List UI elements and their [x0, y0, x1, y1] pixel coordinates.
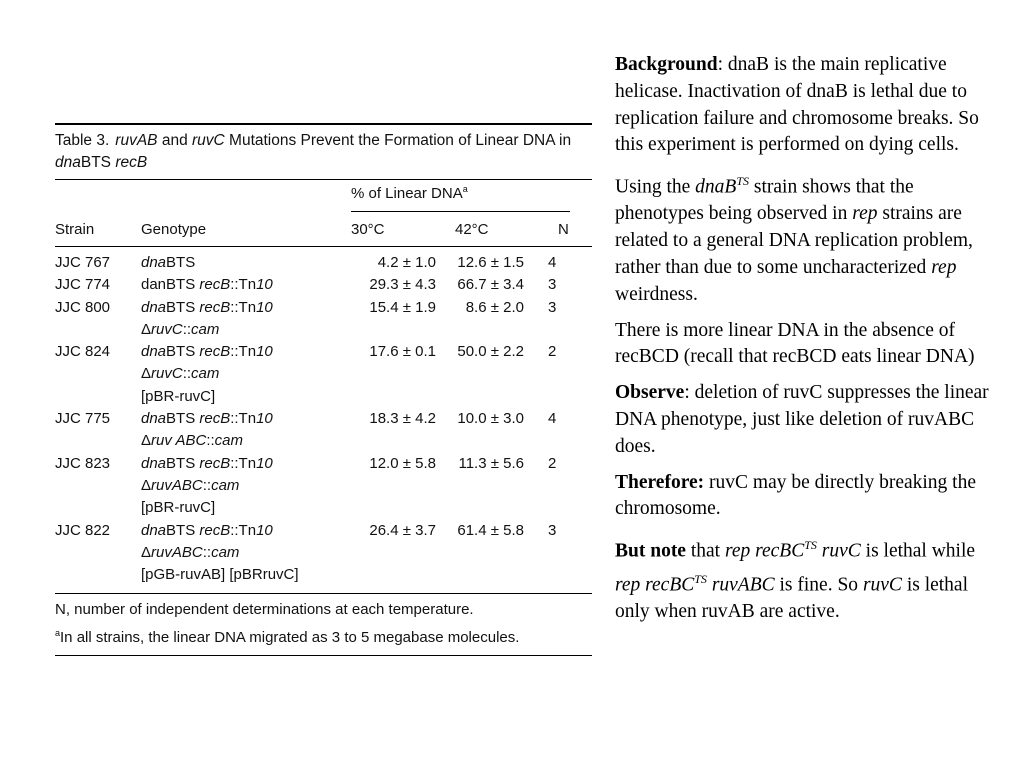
note-segment: rep recBC	[724, 540, 805, 562]
cell-42c	[436, 430, 524, 452]
table-row	[55, 453, 592, 475]
note-segment: is lethal while	[860, 540, 976, 562]
note-segment: strains are related to a general DNA replication problem, rather than due to some uncharacterized	[615, 203, 973, 279]
note-segment: But note	[615, 540, 686, 562]
cell-42c: 61.4 ± 5.8	[457, 521, 524, 539]
cell-n	[524, 363, 586, 385]
cell-30c: 29.3 ± 4.3	[369, 276, 436, 294]
genotype-segment: ::	[182, 365, 192, 383]
genotype-segment: ruvC	[151, 320, 183, 338]
caption-segment: and	[157, 132, 192, 149]
note-segment: TS	[736, 174, 750, 189]
cell-42c: 8.6 ± 2.0	[465, 298, 524, 316]
cell-genotype	[141, 497, 351, 519]
table-row-continuation	[55, 542, 592, 564]
cell-n: 3	[548, 521, 557, 539]
cell-genotype	[141, 386, 351, 408]
genotype-segment: ::	[182, 320, 192, 338]
cell-30c	[351, 497, 436, 519]
genotype-segment: [pBR-ruvC]	[141, 387, 216, 405]
note-segment: is fine. So	[774, 574, 863, 596]
cell-30c: 18.3 ± 4.2	[369, 410, 436, 428]
cell-42c: 11.3 ± 5.6	[458, 454, 524, 472]
table-header	[55, 180, 592, 246]
genotype-segment: dan	[141, 276, 167, 294]
genotype-segment: recB	[199, 410, 231, 428]
col-header-42c: 42°C	[455, 221, 489, 238]
genotype-segment: ::Tn	[230, 521, 257, 539]
cell-30c	[351, 386, 436, 408]
genotype-segment: dna	[141, 410, 167, 428]
genotype-segment: ruv ABC	[151, 432, 207, 450]
cell-n	[524, 542, 586, 564]
genotype-segment: dna	[141, 454, 167, 472]
cell-42c: 66.7 ± 3.4	[457, 276, 524, 294]
footnote-n: N, number of independent determinations at each temperature.	[55, 601, 474, 619]
commentary-notes	[615, 52, 995, 635]
cell-42c	[436, 475, 524, 497]
cell-42c: 50.0 ± 2.2	[457, 343, 524, 361]
genotype-segment: recB	[199, 521, 231, 539]
genotype-segment: ::Tn	[230, 410, 257, 428]
genotype-segment: BTS	[166, 276, 200, 294]
col-header-genotype: Genotype	[141, 221, 207, 238]
table-row	[55, 408, 592, 430]
note-segment: ruvC	[816, 540, 861, 562]
genotype-segment: dna	[141, 521, 167, 539]
genotype-segment: ruvC	[151, 365, 183, 383]
genotype-segment: cam	[191, 320, 220, 338]
genotype-segment: Δ	[141, 320, 152, 338]
cell-genotype	[141, 274, 351, 296]
table-row	[55, 274, 592, 296]
note-segment: : deletion of ruvC suppresses the linear DNA phenotype, just like deletion of ruvABC does.	[615, 382, 989, 457]
table-footnotes	[55, 594, 592, 655]
cell-42c	[436, 542, 524, 564]
genotype-segment: [pGB-ruvAB] [pBRruvC]	[141, 566, 299, 584]
col-header-n: N	[558, 221, 569, 238]
note-segment: rep	[931, 257, 957, 279]
cell-n: 4	[548, 410, 557, 428]
table-row	[55, 520, 592, 542]
note-segment: ruvABC	[706, 574, 775, 596]
cell-n	[524, 430, 586, 452]
cell-n	[524, 319, 586, 341]
genotype-segment: BTS	[166, 521, 200, 539]
cell-30c	[351, 430, 436, 452]
genotype-segment: recB	[199, 343, 231, 361]
table-row-continuation	[55, 497, 592, 519]
genotype-segment: dna	[141, 298, 167, 316]
cell-strain: JJC 774	[55, 276, 111, 294]
note-paragraph	[615, 168, 995, 308]
note-segment: ruvC	[862, 574, 902, 596]
cell-n	[524, 497, 586, 519]
cell-strain	[55, 475, 141, 497]
cell-30c: 4.2 ± 1.0	[377, 254, 436, 271]
cell-42c	[436, 319, 524, 341]
table-row	[55, 297, 592, 319]
cell-genotype	[141, 520, 351, 542]
genotype-segment: cam	[214, 432, 244, 450]
table-caption	[55, 125, 592, 179]
group-header-text: % of Linear DNA	[351, 185, 463, 202]
genotype-segment: ::	[202, 543, 212, 561]
cell-genotype	[141, 363, 351, 385]
genotype-segment: dna	[141, 343, 167, 361]
cell-genotype	[141, 542, 351, 564]
cell-n	[524, 475, 586, 497]
genotype-segment: recB	[199, 298, 231, 316]
note-segment: There is more linear DNA in the absence of recBCD (recall that recBCD eats linear DNA)	[615, 319, 975, 368]
cell-genotype	[141, 475, 351, 497]
note-segment: ruvC may be directly breaking the chromosome.	[615, 471, 977, 520]
cell-genotype	[141, 430, 351, 452]
genotype-segment: Δ	[141, 432, 152, 450]
table-row	[55, 341, 592, 363]
linear-dna-group-header	[351, 184, 468, 202]
cell-strain	[55, 386, 141, 408]
note-paragraph	[615, 52, 995, 159]
genotype-segment: [pBR-ruvC]	[141, 499, 216, 517]
genotype-segment: recB	[199, 454, 231, 472]
cell-n: 4	[548, 254, 557, 271]
cell-42c	[436, 497, 524, 519]
cell-strain: JJC 800	[55, 298, 111, 316]
note-segment: Using the	[615, 176, 696, 198]
cell-strain	[55, 363, 141, 385]
genotype-segment: 10	[256, 298, 273, 316]
cell-n: 3	[548, 298, 557, 316]
cell-n: 3	[548, 276, 557, 294]
genotype-segment: ruvABC	[151, 476, 203, 494]
note-segment: : dnaB is the main replicative helicase. Inactivation of dnaB is lethal due to replication failure and chromosome breaks. So this experiment is performed on dying cells.	[615, 54, 979, 156]
note-paragraph	[615, 318, 995, 372]
table-caption-label: Table 3.	[55, 132, 110, 149]
table-row-continuation	[55, 319, 592, 341]
note-segment: TS	[694, 571, 707, 586]
genotype-segment: 10	[256, 276, 273, 294]
table-body	[55, 247, 592, 593]
note-segment: weirdness.	[615, 283, 698, 305]
note-segment: Background	[615, 54, 718, 75]
cell-strain	[55, 542, 141, 564]
note-segment: Observe	[615, 382, 685, 404]
cell-strain: JJC 767	[55, 254, 111, 271]
cell-n: 2	[548, 454, 557, 472]
cell-strain	[55, 497, 141, 519]
cell-strain: JJC 824	[55, 343, 111, 361]
genotype-segment: ::	[206, 432, 215, 450]
table-caption-text	[55, 132, 571, 171]
note-segment: is lethal only when ruvAB are active.	[615, 574, 969, 622]
group-header-footnote-mark: a	[462, 184, 468, 194]
genotype-segment: ::Tn	[230, 276, 257, 294]
cell-30c	[351, 363, 436, 385]
note-segment: rep recBC	[615, 574, 695, 596]
table-row-continuation	[55, 475, 592, 497]
caption-segment: ruvC	[192, 132, 225, 149]
genotype-segment: BTS	[166, 410, 200, 428]
cell-n: 2	[548, 343, 557, 361]
cell-42c	[436, 564, 524, 586]
note-segment: that	[685, 540, 725, 562]
note-paragraph	[615, 380, 995, 460]
cell-30c: 26.4 ± 3.7	[369, 521, 436, 539]
caption-segment: dna	[55, 154, 81, 171]
col-header-strain: Strain	[55, 221, 95, 238]
genotype-segment: dna	[141, 254, 167, 271]
cell-n	[524, 564, 586, 586]
cell-30c: 15.4 ± 1.9	[369, 298, 436, 316]
genotype-segment: 10	[256, 343, 273, 361]
genotype-segment: BTS	[166, 254, 196, 271]
group-header-rule	[351, 211, 570, 212]
note-segment: dnaB	[695, 176, 737, 198]
genotype-segment: 10	[256, 454, 273, 472]
cell-genotype	[141, 319, 351, 341]
cell-42c	[436, 386, 524, 408]
note-segment: TS	[804, 538, 817, 553]
genotype-segment: ::Tn	[230, 454, 257, 472]
table-bottom-rule	[55, 655, 592, 656]
cell-strain: JJC 775	[55, 410, 111, 428]
table-row-continuation	[55, 564, 592, 586]
col-header-30c: 30°C	[351, 221, 385, 238]
cell-n	[524, 386, 586, 408]
cell-strain	[55, 319, 141, 341]
genotype-segment: Δ	[141, 476, 152, 494]
table-row-continuation	[55, 430, 592, 452]
note-paragraph	[615, 470, 995, 524]
genotype-segment: Δ	[141, 365, 152, 383]
note-segment: strain shows that the phenotypes being observed in	[615, 176, 914, 225]
cell-strain: JJC 822	[55, 521, 111, 539]
caption-segment: Mutations Prevent the Formation of Linear DNA in	[224, 132, 572, 149]
cell-strain	[55, 564, 141, 586]
footnote-a	[55, 622, 592, 650]
genotype-segment: recB	[199, 276, 231, 294]
footnote-a-mark: a	[55, 627, 61, 638]
cell-42c: 12.6 ± 1.5	[457, 254, 524, 271]
cell-30c: 17.6 ± 0.1	[369, 343, 436, 361]
cell-30c	[351, 542, 436, 564]
note-paragraph	[615, 532, 995, 625]
cell-30c	[351, 319, 436, 341]
cell-42c	[436, 363, 524, 385]
genotype-segment: cam	[211, 543, 240, 561]
genotype-segment: BTS	[166, 298, 200, 316]
cell-30c	[351, 475, 436, 497]
genotype-segment: Δ	[141, 543, 152, 561]
cell-30c	[351, 564, 436, 586]
caption-segment: ruvAB	[115, 132, 158, 149]
cell-genotype	[141, 297, 351, 319]
genotype-segment: ::Tn	[230, 298, 257, 316]
table-row-continuation	[55, 386, 592, 408]
caption-segment: BTS	[80, 154, 116, 171]
footnote-a-text: In all strains, the linear DNA migrated as 3 to 5 megabase molecules.	[60, 628, 520, 646]
note-segment: Therefore:	[615, 471, 705, 493]
note-segment: rep	[852, 203, 878, 225]
cell-42c: 10.0 ± 3.0	[457, 410, 524, 428]
caption-segment: recB	[115, 154, 148, 171]
cell-genotype	[141, 408, 351, 430]
genotype-segment: cam	[191, 365, 220, 383]
cell-strain	[55, 430, 141, 452]
table-row	[55, 252, 592, 274]
cell-genotype	[141, 252, 351, 274]
data-table	[55, 123, 592, 656]
cell-genotype	[141, 341, 351, 363]
genotype-segment: ruvABC	[151, 543, 203, 561]
cell-genotype	[141, 564, 351, 586]
genotype-segment: BTS	[166, 454, 200, 472]
genotype-segment: 10	[256, 410, 273, 428]
table-row-continuation	[55, 363, 592, 385]
cell-genotype	[141, 453, 351, 475]
genotype-segment: ::	[202, 476, 212, 494]
cell-30c: 12.0 ± 5.8	[369, 454, 436, 472]
genotype-segment: ::Tn	[230, 343, 257, 361]
cell-strain: JJC 823	[55, 454, 111, 472]
genotype-segment: BTS	[166, 343, 200, 361]
genotype-segment: 10	[256, 521, 273, 539]
genotype-segment: cam	[211, 476, 240, 494]
